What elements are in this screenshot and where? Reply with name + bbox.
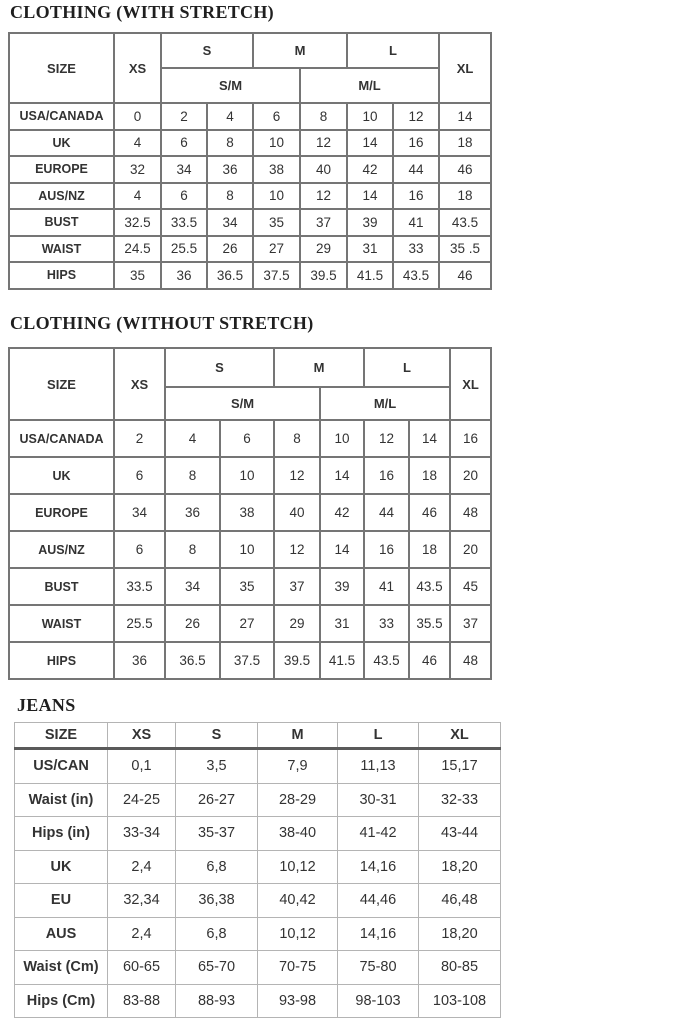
data-cell: 0 bbox=[114, 103, 161, 130]
data-cell: 2 bbox=[161, 103, 207, 130]
data-cell: 10,12 bbox=[258, 917, 338, 951]
data-cell: 37.5 bbox=[220, 642, 274, 679]
data-cell: 33.5 bbox=[161, 209, 207, 236]
row-label: USA/CANADA bbox=[9, 103, 114, 130]
header-cell-sm: S/M bbox=[161, 68, 300, 103]
data-cell: 20 bbox=[450, 531, 491, 568]
data-cell: 30-31 bbox=[338, 783, 419, 817]
data-cell: 26 bbox=[165, 605, 220, 642]
data-cell: 12 bbox=[274, 457, 320, 494]
table-row bbox=[15, 917, 501, 951]
header-cell-size: SIZE bbox=[9, 348, 114, 420]
table-row bbox=[15, 783, 501, 817]
header-row-sizes bbox=[15, 723, 501, 749]
table-row bbox=[9, 494, 491, 531]
data-cell: 43.5 bbox=[439, 209, 491, 236]
data-cell: 25.5 bbox=[114, 605, 165, 642]
jeans-title: JEANS bbox=[17, 695, 76, 715]
data-cell: 41.5 bbox=[320, 642, 364, 679]
data-cell: 35 bbox=[253, 209, 300, 236]
data-cell: 2,4 bbox=[108, 850, 176, 884]
data-cell: 75-80 bbox=[338, 951, 419, 985]
row-label: EUROPE bbox=[9, 156, 114, 183]
data-cell: 33 bbox=[393, 236, 439, 263]
data-cell: 28-29 bbox=[258, 783, 338, 817]
header-cell-ml: M/L bbox=[300, 68, 439, 103]
data-cell: 44 bbox=[393, 156, 439, 183]
data-cell: 60-65 bbox=[108, 951, 176, 985]
data-cell: 10 bbox=[253, 130, 300, 157]
data-cell: 6 bbox=[161, 183, 207, 210]
data-cell: 37.5 bbox=[253, 262, 300, 289]
data-cell: 6 bbox=[114, 531, 165, 568]
header-cell-l: L bbox=[364, 348, 450, 387]
header-cell-xl: XL bbox=[439, 33, 491, 103]
data-cell: 14 bbox=[320, 457, 364, 494]
data-cell: 8 bbox=[300, 103, 347, 130]
data-cell: 32 bbox=[114, 156, 161, 183]
data-cell: 35 .5 bbox=[439, 236, 491, 263]
data-cell: 16 bbox=[450, 420, 491, 457]
data-cell: 6 bbox=[114, 457, 165, 494]
data-cell: 36 bbox=[207, 156, 253, 183]
table-row bbox=[9, 183, 491, 210]
data-cell: 4 bbox=[207, 103, 253, 130]
header-cell-size: SIZE bbox=[15, 723, 108, 749]
row-label: HIPS bbox=[9, 262, 114, 289]
data-cell: 48 bbox=[450, 494, 491, 531]
data-cell: 8 bbox=[165, 531, 220, 568]
data-cell: 35-37 bbox=[176, 817, 258, 851]
header-cell-sm: S/M bbox=[165, 387, 320, 420]
row-label: EUROPE bbox=[9, 494, 114, 531]
table-row bbox=[9, 103, 491, 130]
row-label: BUST bbox=[9, 568, 114, 605]
data-cell: 98-103 bbox=[338, 984, 419, 1018]
data-cell: 2 bbox=[114, 420, 165, 457]
row-label: EU bbox=[15, 884, 108, 918]
data-cell: 44 bbox=[364, 494, 409, 531]
table-row bbox=[15, 951, 501, 985]
data-cell: 10,12 bbox=[258, 850, 338, 884]
data-cell: 46 bbox=[439, 262, 491, 289]
data-cell: 36.5 bbox=[165, 642, 220, 679]
header-cell-xs: XS bbox=[114, 348, 165, 420]
data-cell: 70-75 bbox=[258, 951, 338, 985]
data-cell: 8 bbox=[207, 183, 253, 210]
data-cell: 10 bbox=[220, 457, 274, 494]
header-cell-xs: XS bbox=[108, 723, 176, 749]
data-cell: 26-27 bbox=[176, 783, 258, 817]
data-cell: 33 bbox=[364, 605, 409, 642]
data-cell: 37 bbox=[450, 605, 491, 642]
data-cell: 14 bbox=[347, 130, 393, 157]
data-cell: 12 bbox=[274, 531, 320, 568]
table-row bbox=[9, 420, 491, 457]
data-cell: 15,17 bbox=[419, 749, 501, 784]
data-cell: 40 bbox=[274, 494, 320, 531]
table-row bbox=[9, 457, 491, 494]
data-cell: 18 bbox=[409, 457, 450, 494]
data-cell: 46 bbox=[409, 642, 450, 679]
table-row bbox=[9, 209, 491, 236]
data-cell: 93-98 bbox=[258, 984, 338, 1018]
data-cell: 27 bbox=[253, 236, 300, 263]
data-cell: 8 bbox=[165, 457, 220, 494]
data-cell: 103-108 bbox=[419, 984, 501, 1018]
row-label: UK bbox=[9, 457, 114, 494]
row-label: AUS bbox=[15, 917, 108, 951]
data-cell: 45 bbox=[450, 568, 491, 605]
row-label: HIPS bbox=[9, 642, 114, 679]
data-cell: 14 bbox=[409, 420, 450, 457]
data-cell: 46 bbox=[409, 494, 450, 531]
data-cell: 39.5 bbox=[300, 262, 347, 289]
row-label: Waist (Cm) bbox=[15, 951, 108, 985]
data-cell: 4 bbox=[114, 130, 161, 157]
data-cell: 0,1 bbox=[108, 749, 176, 784]
data-cell: 14 bbox=[347, 183, 393, 210]
data-cell: 11,13 bbox=[338, 749, 419, 784]
row-label: USA/CANADA bbox=[9, 420, 114, 457]
data-cell: 6,8 bbox=[176, 917, 258, 951]
data-cell: 36 bbox=[161, 262, 207, 289]
data-cell: 6 bbox=[253, 103, 300, 130]
data-cell: 12 bbox=[300, 130, 347, 157]
data-cell: 26 bbox=[207, 236, 253, 263]
header-cell-m: M bbox=[253, 33, 347, 68]
data-cell: 40 bbox=[300, 156, 347, 183]
data-cell: 43.5 bbox=[393, 262, 439, 289]
data-cell: 10 bbox=[253, 183, 300, 210]
table-row bbox=[15, 884, 501, 918]
data-cell: 31 bbox=[320, 605, 364, 642]
data-cell: 43.5 bbox=[409, 568, 450, 605]
data-cell: 16 bbox=[393, 130, 439, 157]
table-row bbox=[15, 984, 501, 1018]
row-label: BUST bbox=[9, 209, 114, 236]
header-cell-l: L bbox=[338, 723, 419, 749]
data-cell: 4 bbox=[165, 420, 220, 457]
data-cell: 43.5 bbox=[364, 642, 409, 679]
data-cell: 40,42 bbox=[258, 884, 338, 918]
data-cell: 36,38 bbox=[176, 884, 258, 918]
clothing-without-stretch-table bbox=[8, 347, 492, 680]
data-cell: 6,8 bbox=[176, 850, 258, 884]
data-cell: 32,34 bbox=[108, 884, 176, 918]
data-cell: 6 bbox=[220, 420, 274, 457]
header-cell-s: S bbox=[161, 33, 253, 68]
data-cell: 29 bbox=[274, 605, 320, 642]
table-row bbox=[9, 236, 491, 263]
data-cell: 16 bbox=[364, 531, 409, 568]
data-cell: 10 bbox=[220, 531, 274, 568]
data-cell: 35 bbox=[114, 262, 161, 289]
header-cell-xl: XL bbox=[419, 723, 501, 749]
data-cell: 18 bbox=[409, 531, 450, 568]
header-cell-xs: XS bbox=[114, 33, 161, 103]
clothing-with-stretch-title: CLOTHING (WITH STRETCH) bbox=[10, 2, 274, 22]
clothing-with-stretch-table bbox=[8, 32, 492, 290]
data-cell: 35 bbox=[220, 568, 274, 605]
data-cell: 18 bbox=[439, 183, 491, 210]
data-cell: 32.5 bbox=[114, 209, 161, 236]
data-cell: 36.5 bbox=[207, 262, 253, 289]
data-cell: 18,20 bbox=[419, 850, 501, 884]
data-cell: 34 bbox=[161, 156, 207, 183]
row-label: WAIST bbox=[9, 236, 114, 263]
table-row bbox=[9, 156, 491, 183]
data-cell: 38 bbox=[253, 156, 300, 183]
clothing-without-stretch-title: CLOTHING (WITHOUT STRETCH) bbox=[10, 313, 314, 333]
data-cell: 6 bbox=[161, 130, 207, 157]
data-cell: 32-33 bbox=[419, 783, 501, 817]
data-cell: 48 bbox=[450, 642, 491, 679]
data-cell: 46,48 bbox=[419, 884, 501, 918]
data-cell: 83-88 bbox=[108, 984, 176, 1018]
data-cell: 39 bbox=[320, 568, 364, 605]
header-cell-size: SIZE bbox=[9, 33, 114, 103]
table-row bbox=[15, 749, 501, 784]
data-cell: 18,20 bbox=[419, 917, 501, 951]
data-cell: 14,16 bbox=[338, 917, 419, 951]
table-row bbox=[9, 262, 491, 289]
header-cell-s: S bbox=[165, 348, 274, 387]
data-cell: 39.5 bbox=[274, 642, 320, 679]
header-cell-s: S bbox=[176, 723, 258, 749]
data-cell: 27 bbox=[220, 605, 274, 642]
data-cell: 20 bbox=[450, 457, 491, 494]
data-cell: 16 bbox=[393, 183, 439, 210]
row-label: UK bbox=[9, 130, 114, 157]
data-cell: 41-42 bbox=[338, 817, 419, 851]
data-cell: 44,46 bbox=[338, 884, 419, 918]
table-row bbox=[9, 531, 491, 568]
data-cell: 24-25 bbox=[108, 783, 176, 817]
data-cell: 39 bbox=[347, 209, 393, 236]
row-label: WAIST bbox=[9, 605, 114, 642]
data-cell: 25.5 bbox=[161, 236, 207, 263]
data-cell: 36 bbox=[114, 642, 165, 679]
table-row bbox=[9, 130, 491, 157]
data-cell: 7,9 bbox=[258, 749, 338, 784]
row-label: Waist (in) bbox=[15, 783, 108, 817]
header-cell-xl: XL bbox=[450, 348, 491, 420]
data-cell: 35.5 bbox=[409, 605, 450, 642]
row-label: US/CAN bbox=[15, 749, 108, 784]
header-cell-l: L bbox=[347, 33, 439, 68]
data-cell: 41 bbox=[364, 568, 409, 605]
data-cell: 12 bbox=[393, 103, 439, 130]
data-cell: 42 bbox=[320, 494, 364, 531]
data-cell: 14 bbox=[320, 531, 364, 568]
data-cell: 8 bbox=[207, 130, 253, 157]
row-label: AUS/NZ bbox=[9, 531, 114, 568]
data-cell: 34 bbox=[114, 494, 165, 531]
data-cell: 36 bbox=[165, 494, 220, 531]
data-cell: 18 bbox=[439, 130, 491, 157]
header-row-sizes bbox=[9, 348, 491, 387]
data-cell: 38 bbox=[220, 494, 274, 531]
data-cell: 43-44 bbox=[419, 817, 501, 851]
data-cell: 3,5 bbox=[176, 749, 258, 784]
data-cell: 10 bbox=[347, 103, 393, 130]
data-cell: 33.5 bbox=[114, 568, 165, 605]
data-cell: 14 bbox=[439, 103, 491, 130]
data-cell: 33-34 bbox=[108, 817, 176, 851]
data-cell: 38-40 bbox=[258, 817, 338, 851]
data-cell: 16 bbox=[364, 457, 409, 494]
row-label: UK bbox=[15, 850, 108, 884]
data-cell: 12 bbox=[364, 420, 409, 457]
data-cell: 80-85 bbox=[419, 951, 501, 985]
data-cell: 31 bbox=[347, 236, 393, 263]
data-cell: 34 bbox=[207, 209, 253, 236]
data-cell: 2,4 bbox=[108, 917, 176, 951]
data-cell: 4 bbox=[114, 183, 161, 210]
row-label: Hips (Cm) bbox=[15, 984, 108, 1018]
data-cell: 42 bbox=[347, 156, 393, 183]
data-cell: 46 bbox=[439, 156, 491, 183]
header-cell-ml: M/L bbox=[320, 387, 450, 420]
jeans-table bbox=[14, 722, 501, 1018]
header-row-sizes bbox=[9, 33, 491, 68]
data-cell: 10 bbox=[320, 420, 364, 457]
data-cell: 12 bbox=[300, 183, 347, 210]
table-row bbox=[9, 642, 491, 679]
data-cell: 88-93 bbox=[176, 984, 258, 1018]
table-row bbox=[15, 817, 501, 851]
data-cell: 37 bbox=[300, 209, 347, 236]
data-cell: 14,16 bbox=[338, 850, 419, 884]
table-row bbox=[15, 850, 501, 884]
data-cell: 41.5 bbox=[347, 262, 393, 289]
header-cell-m: M bbox=[274, 348, 364, 387]
data-cell: 34 bbox=[165, 568, 220, 605]
data-cell: 41 bbox=[393, 209, 439, 236]
data-cell: 24.5 bbox=[114, 236, 161, 263]
data-cell: 29 bbox=[300, 236, 347, 263]
table-row bbox=[9, 605, 491, 642]
table-row bbox=[9, 568, 491, 605]
row-label: Hips (in) bbox=[15, 817, 108, 851]
data-cell: 65-70 bbox=[176, 951, 258, 985]
data-cell: 8 bbox=[274, 420, 320, 457]
row-label: AUS/NZ bbox=[9, 183, 114, 210]
header-cell-m: M bbox=[258, 723, 338, 749]
data-cell: 37 bbox=[274, 568, 320, 605]
